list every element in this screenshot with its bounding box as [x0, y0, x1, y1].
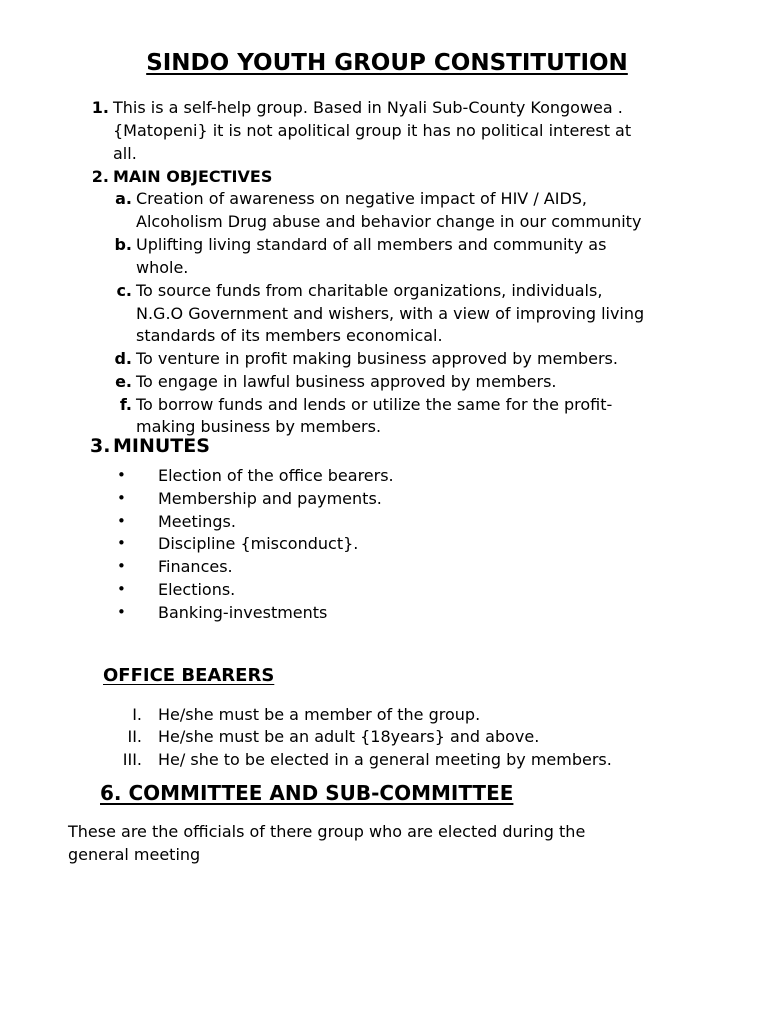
objective-c-line-1: To source funds from charitable organizations, individuals, — [136, 281, 603, 300]
objective-f-line-1: To borrow funds and lends or utilize the same for the profit- — [136, 395, 613, 414]
office-bearer-item-2: He/she must be an adult {18years} and above. — [158, 727, 540, 746]
office-bearer-item-1: He/she must be a member of the group. — [158, 705, 481, 724]
objective-b-line-1: Uplifting living standard of all members and community as — [136, 235, 607, 254]
minutes-item-1: Election of the office bearers. — [158, 466, 394, 485]
objective-b-line-2: whole. — [136, 258, 189, 277]
bullet-icon: • — [117, 580, 126, 598]
objective-a-line-1: Creation of awareness on negative impact of HIV / AIDS, — [136, 189, 588, 208]
objective-c-line-2: N.G.O Government and wishers, with a view of improving living — [136, 304, 645, 323]
document-title: SINDO YOUTH GROUP CONSTITUTION — [146, 50, 628, 76]
objective-d-letter: d. — [114, 349, 132, 368]
office-bearer-item-3: He/ she to be elected in a general meeting by members. — [158, 750, 612, 769]
objective-f-letter: f. — [119, 395, 132, 414]
office-bearers-heading: OFFICE BEARERS — [103, 665, 275, 686]
committee-text-line-1: These are the officials of there group who are elected during the — [68, 822, 586, 841]
objective-e-line-1: To engage in lawful business approved by members. — [136, 372, 557, 391]
objective-f-line-2: making business by members. — [136, 417, 382, 436]
objective-c-letter: c. — [116, 281, 132, 300]
minutes-item-4: Discipline {misconduct}. — [158, 534, 359, 553]
minutes-item-2: Membership and payments. — [158, 489, 382, 508]
bullet-icon: • — [117, 603, 126, 621]
committee-heading: 6. COMMITTEE AND SUB-COMMITTEE — [100, 781, 514, 805]
bullet-icon: • — [117, 512, 126, 530]
item-1-line-2: {Matopeni} it is not apolitical group it has no political interest at — [113, 121, 632, 140]
office-bearer-numeral-1: I. — [132, 705, 142, 724]
item-3-number: 3. — [90, 435, 111, 457]
objective-a-line-2: Alcoholism Drug abuse and behavior change in our community — [136, 212, 642, 231]
item-2-number: 2. — [91, 167, 109, 186]
bullet-icon: • — [117, 466, 126, 484]
objective-e-letter: e. — [115, 372, 132, 391]
item-1-line-3: all. — [113, 144, 137, 163]
minutes-item-3: Meetings. — [158, 512, 236, 531]
objective-b-letter: b. — [114, 235, 132, 254]
objective-a-letter: a. — [115, 189, 132, 208]
minutes-item-5: Finances. — [158, 557, 233, 576]
bullet-icon: • — [117, 489, 126, 507]
item-1-number: 1. — [91, 98, 109, 117]
objective-c-line-3: standards of its members economical. — [136, 326, 443, 345]
committee-text-line-2: general meeting — [68, 845, 201, 864]
objective-d-line-1: To venture in profit making business approved by members. — [136, 349, 618, 368]
bullet-icon: • — [117, 557, 126, 575]
minutes-item-6: Elections. — [158, 580, 236, 599]
bullet-icon: • — [117, 534, 126, 552]
office-bearer-numeral-3: III. — [122, 750, 142, 769]
office-bearer-numeral-2: II. — [127, 727, 142, 746]
objectives-heading: MAIN OBJECTIVES — [113, 167, 273, 186]
minutes-heading: MINUTES — [113, 435, 210, 457]
minutes-item-7: Banking-investments — [158, 603, 328, 622]
item-1-line-1: This is a self-help group. Based in Nyali Sub-County Kongowea . — [113, 98, 623, 117]
